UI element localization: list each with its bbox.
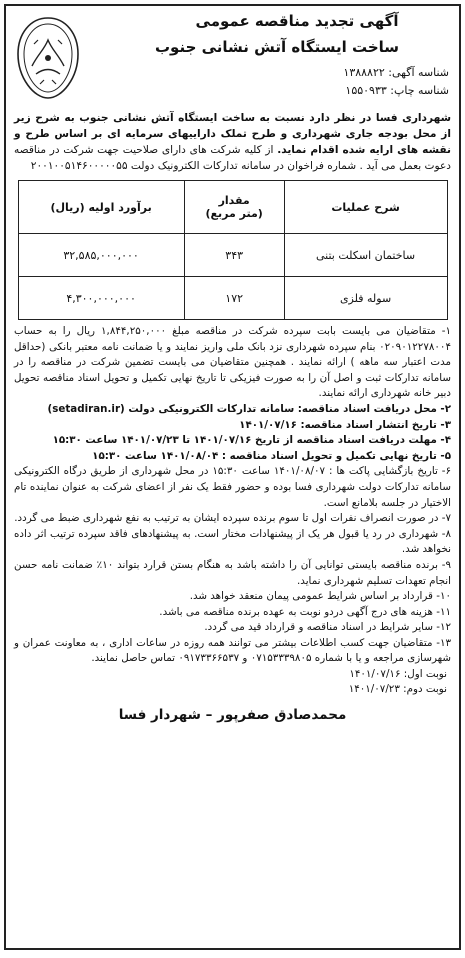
intro-bold: شهرداری فسا در نظر دارد نسبت به ساخت ایستگاه آتش نشانی جنوب به شرح زیر از محل بودجه جاری شهرداری و طرح تملک داراییهای سرمایه ای بر اساس طرح و نقشه های ارایه شده اقدام نماید.	[14, 112, 451, 156]
header-area-line1: مقدار	[218, 194, 250, 207]
clause-1: ۱- متقاضیان می بایست بابت سپرده شرکت در مناقصه مبلغ ۱,۸۴۴,۲۵۰,۰۰۰ ریال را به حساب ۰۲۰۹۰۱۲۲۷۸۰۰۴ بنام سپرده شهرداری نزد بانک ملی واریز نمایند و یا ضمانت نامه معتبر بانکی (حداقل مدت اعتبار سه ماهه ) ارائه نمایند . همچنین متقاضیان می بایست تضمین شرکت در مناقصه را در سامانه تدارکات ثبت و اصل آن را به صورت فیزیکی تا تاریخ نهایی تکمیل و تحویل اسناد مناقصه تحویل دبیر خانه شهرداری ارائه نمایند.	[14, 325, 451, 400]
cell-operation: سوله فلزی	[284, 277, 447, 320]
header-area-line2: (متر مربع)	[205, 207, 263, 220]
first-publication-date: نوبت اول: ۱۴۰۱/۰۷/۱۶	[349, 668, 447, 681]
cell-area: ۱۷۲	[184, 277, 284, 320]
signature: محمدصادق صفرپور – شهردار فسا	[118, 707, 347, 724]
clause-5: ۵- تاریخ نهایی تکمیل و تحویل اسناد مناقصه : ۱۴۰۱/۰۸/۰۴ ساعت ۱۵:۳۰	[92, 449, 451, 462]
clause-6: ۶- تاریخ بازگشایی پاکت ها : ۱۴۰۱/۰۸/۰۷ ساعت ۱۵:۳۰ در محل شهرداری از طریق درگاه الکترونیکی سامانه تدارکات دولت شهرداری فسا بوده و حضور فقط یک نفر از اعضای شرکت به عنوان نماینده تام الاختیار در جلسه بلامانع است.	[14, 465, 451, 509]
cell-area: ۳۴۳	[184, 234, 284, 277]
clause-12: ۱۲- سایر شرایط در اسناد مناقصه و قرارداد قید می گردد.	[204, 621, 451, 634]
notice-header	[6, 6, 459, 114]
header-area	[184, 181, 284, 234]
cell-operation: ساختمان اسکلت بتنی	[284, 234, 447, 277]
header-estimate: برآورد اولیه (ریال)	[18, 181, 184, 234]
intro-normal: از کلیه شرکت های دارای صلاحیت جهت شرکت در مناقصه دعوت بعمل می آید . شماره فراخوان در سامانه تدارکات الکترونیک دولت ۲۰۰۱۰۰۵۱۴۶۰۰۰۰۰۵۵	[14, 144, 451, 172]
municipality-logo-icon	[14, 14, 82, 102]
cell-estimate: ۳۲,۵۸۵,۰۰۰,۰۰۰	[18, 234, 184, 277]
notice-subtitle: ساخت ایستگاه آتش نشانی جنوب	[154, 38, 400, 56]
clause-7: ۷- در صورت انصراف نفرات اول تا سوم برنده سپرده ایشان به ترتیب به نفع شهرداری ضبط می گردد.	[14, 512, 451, 525]
clause-3: ۳- تاریخ انتشار اسناد مناقصه: ۱۴۰۱/۰۷/۱۶	[239, 418, 451, 431]
operations-table	[18, 180, 448, 320]
header-operation: شرح عملیات	[284, 181, 447, 234]
table-row	[18, 234, 447, 277]
clauses	[6, 320, 459, 667]
cell-estimate: ۴,۳۰۰,۰۰۰,۰۰۰	[18, 277, 184, 320]
table-row	[18, 277, 447, 320]
clause-9: ۹- برنده مناقصه بایستی توانایی آن را داشته باشد به هنگام بستن قرارد بتواند ۱۰٪ ضمانت نامه حسن انجام تعهدات تسلیم شهرداری نماید.	[14, 558, 451, 587]
clause-10: ۱۰- قرارداد بر اساس شرایط عمومی پیمان منعقد خواهد شد.	[189, 590, 451, 603]
clause-2: ۲- محل دریافت اسناد مناقصه: سامانه تدارکات الکترونیکی دولت (setadiran.ir)	[47, 402, 451, 415]
notice-title: آگهی تجدید مناقصه عمومی	[195, 12, 399, 30]
second-publication-date: نوبت دوم: ۱۴۰۱/۰۷/۲۳	[348, 683, 447, 696]
clause-4: ۴- مهلت دریافت اسناد مناقصه از تاریخ ۱۴۰۱/۰۷/۱۶ تا ۱۴۰۱/۰۷/۲۳ ساعت ۱۵:۳۰	[52, 434, 451, 447]
notice-id: شناسه آگهی: ۱۳۸۸۸۲۲	[343, 66, 449, 79]
clause-8: ۸- شهرداری در رد یا قبول هر یک از پیشنهادات مختار است. به پیشنهادهای فاقد سپرده ترتیب اثر داده نخواهد شد.	[14, 527, 451, 556]
print-id: شناسه چاپ: ۱۵۵۰۹۳۳	[345, 84, 449, 97]
tender-notice	[4, 4, 461, 950]
table-header-row	[18, 181, 447, 234]
clause-13: ۱۳- متقاضیان جهت کسب اطلاعات بیشتر می توانند همه روزه در ساعات اداری ، به معاونت عمران و شهرسازی مراجعه و یا با شماره ۰۷۱۵۳۳۳۹۸۰۵ و ۰۹۱۷۳۳۶۶۵۳۷ تماس حاصل نمایند.	[14, 636, 451, 665]
clause-11: ۱۱- هزینه های درج آگهی دردو نوبت به عهده برنده مناقصه می باشد.	[159, 605, 451, 618]
publication-dates	[6, 667, 459, 697]
intro-paragraph	[6, 110, 459, 174]
